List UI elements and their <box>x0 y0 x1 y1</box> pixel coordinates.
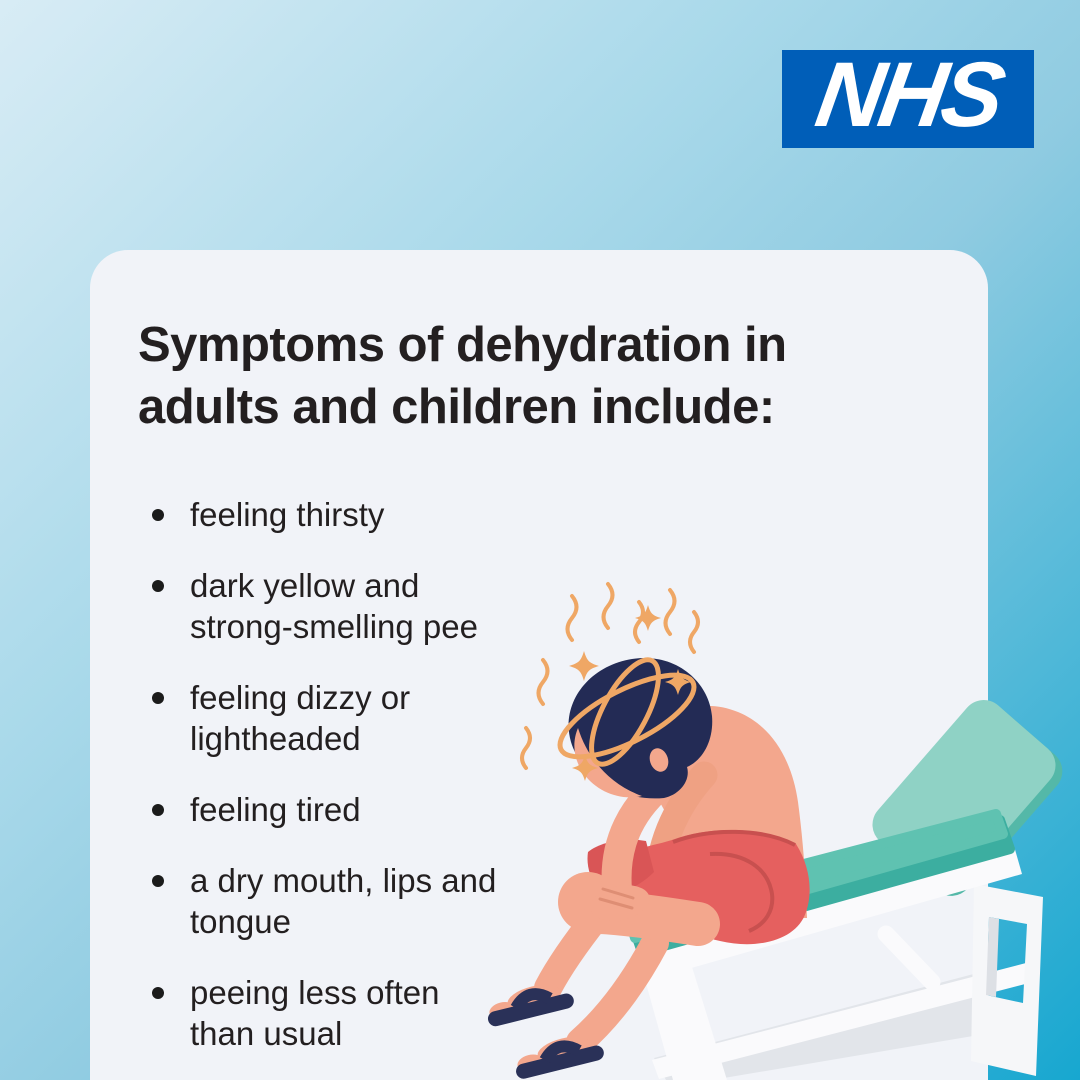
nhs-logo <box>782 44 1034 148</box>
list-item <box>152 494 988 535</box>
symptom-list <box>152 494 988 1054</box>
bullet-dot-icon <box>152 875 164 887</box>
page-title <box>138 314 948 438</box>
bullet-dot-icon <box>152 692 164 704</box>
bullet-dot-icon <box>152 509 164 521</box>
title-line: adults and children include: <box>138 380 775 434</box>
list-item-text: peeing less often than usual <box>190 974 440 1052</box>
list-item <box>152 789 988 830</box>
list-item <box>152 860 988 942</box>
bullet-dot-icon <box>152 804 164 816</box>
list-item-text: feeling tired <box>190 791 361 828</box>
list-item <box>152 565 988 647</box>
list-item <box>152 677 988 759</box>
nhs-logo-text: NHS <box>809 44 1008 146</box>
list-item-text: a dry mouth, lips and tongue <box>190 862 497 940</box>
bullet-dot-icon <box>152 580 164 592</box>
list-item-text: dark yellow and strong-smelling pee <box>190 567 478 645</box>
content-card <box>90 250 988 1080</box>
bullet-dot-icon <box>152 987 164 999</box>
title-line: Symptoms of dehydration in <box>138 318 787 372</box>
list-item <box>152 972 988 1054</box>
list-item-text: feeling thirsty <box>190 496 385 533</box>
list-item-text: feeling dizzy or lightheaded <box>190 679 411 757</box>
